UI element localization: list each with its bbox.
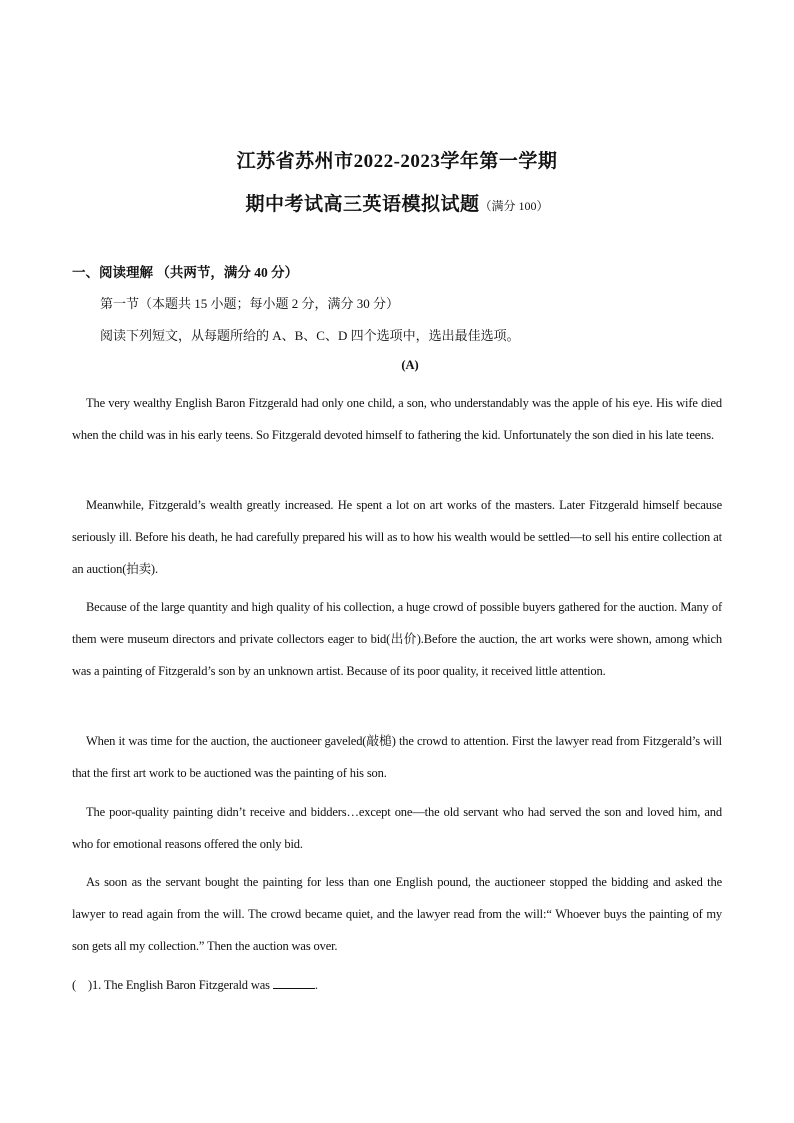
- part-info: 第一节（本题共 15 小题；每小题 2 分，满分 30 分）: [100, 296, 400, 311]
- exam-title: 江苏省苏州市2022-2023学年第一学期: [236, 151, 558, 172]
- instruction-text: 阅读下列短文，从每题所给的 A、B、C、D 四个选项中，选出最佳选项。: [100, 328, 520, 343]
- answer-paren-close: ): [88, 978, 93, 992]
- exam-subtitle-text: 期中考试高三英语模拟试题: [245, 194, 480, 215]
- passage-paragraph-6: As soon as the servant bought the painting for less than one English pound, the auctioneer stopped the bidding and asked the lawyer to read again from the will. The crowd became quiet, and the lawyer read from the will:“ Whoever buys the painting of my son gets all my collection.” Then the auction was over.: [72, 875, 722, 953]
- passage-paragraph-1: The very wealthy English Baron Fitzgerald had only one child, a son, who understandably was the apple of his eye. His wife died when the child was in his early teens. So Fitzgerald devoted himself to fathering the kid. Unfortunately the son died in his late teens.: [72, 396, 722, 442]
- passage-paragraph-3: Because of the large quantity and high quality of his collection, a huge crowd of possible buyers gathered for the auction. Many of them were museum directors and private collectors eager to bid(出价).Before the auction, the art works were shown, among which was a painting of Fitzgerald’s son by an unknown artist. Because of its poor quality, it received little attention.: [72, 600, 722, 678]
- full-score-note: （满分 100）: [479, 199, 549, 213]
- passage-label: (A): [401, 358, 419, 372]
- answer-blank[interactable]: [273, 976, 315, 989]
- question-1: [72, 976, 318, 993]
- question-stem: 1. The English Baron Fitzgerald was: [92, 978, 270, 992]
- passage-paragraph-4: When it was time for the auction, the auctioneer gaveled(敲槌) the crowd to attention. First the lawyer read from Fitzgerald’s will that the first art work to be auctioned was the painting of his son.: [72, 734, 722, 780]
- exam-subtitle: [0, 189, 794, 216]
- passage-paragraph-5: The poor-quality painting didn’t receive and bidders…except one—the old servant who had served the son and loved him, and who for emotional reasons offered the only bid.: [72, 805, 722, 851]
- passage-paragraph-2: Meanwhile, Fitzgerald’s wealth greatly increased. He spent a lot on art works of the masters. Later Fitzgerald himself because seriously ill. Before his death, he had carefully prepared his will as to how his wealth would be settled—to sell his entire collection at an auction(拍卖).: [72, 498, 722, 576]
- section-heading: 一、阅读理解 （共两节，满分 40 分）: [72, 265, 299, 280]
- question-end: .: [314, 978, 318, 992]
- answer-paren-open: (: [72, 978, 77, 992]
